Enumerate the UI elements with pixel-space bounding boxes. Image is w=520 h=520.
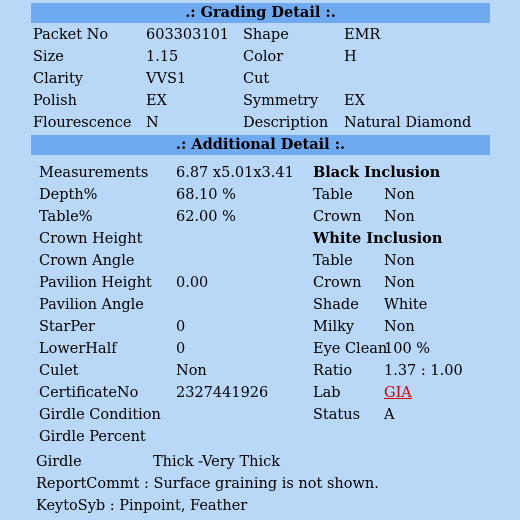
polish-value: EX [146,93,167,109]
culet-value: Non [176,363,207,379]
packet-no-value: 603303101 [146,27,230,43]
pavilion-height-value: 0.00 [176,275,209,291]
flourescence-label: Flourescence [33,115,132,131]
packet-no-label: Packet No [33,27,109,43]
shade-value: White [384,297,428,313]
symmetry-value: EX [344,93,365,109]
lab-label: Lab [313,385,341,401]
eye-clean-label: Eye Clean [313,341,388,357]
crown-angle-label: Crown Angle [39,253,135,269]
lowerhalf-value: 0 [176,341,186,357]
key-to-symbols: KeytoSyb : Pinpoint, Feather [36,498,248,514]
grading-detail-header: .: Grading Detail :. [31,3,490,23]
cut-label: Cut [243,71,270,87]
depth-value: 68.10 % [176,187,236,203]
clarity-label: Clarity [33,71,83,87]
girdle-label: Girdle [36,454,82,470]
girdle-percent-label: Girdle Percent [39,429,146,445]
table-pct-label: Table% [39,209,93,225]
status-label: Status [313,407,361,423]
flourescence-value: N [146,115,159,131]
shade-label: Shade [313,297,359,313]
polish-label: Polish [33,93,77,109]
status-value: A [384,407,395,423]
white-inclusion-heading: White Inclusion [313,230,443,247]
white-table-label: Table [313,253,353,269]
pavilion-height-label: Pavilion Height [39,275,152,291]
starper-label: StarPer [39,319,95,335]
symmetry-label: Symmetry [243,93,319,109]
description-label: Description [243,115,329,131]
size-value: 1.15 [146,49,179,65]
clarity-value: VVS1 [146,71,187,87]
eye-clean-value: 100 % [384,341,431,357]
ratio-label: Ratio [313,363,353,379]
lab-gia-link[interactable]: GIA [384,385,412,401]
starper-value: 0 [176,319,186,335]
color-value: H [344,49,357,65]
shape-value: EMR [344,27,381,43]
culet-label: Culet [39,363,79,379]
depth-label: Depth% [39,187,98,203]
milky-label: Milky [313,319,355,335]
measurements-label: Measurements [39,165,149,181]
black-crown-value: Non [384,209,415,225]
shape-label: Shape [243,27,289,43]
girdle-condition-label: Girdle Condition [39,407,161,423]
additional-detail-header: .: Additional Detail :. [31,135,490,155]
black-inclusion-heading: Black Inclusion [313,164,441,181]
black-crown-label: Crown [313,209,362,225]
table-pct-value: 62.00 % [176,209,236,225]
lowerhalf-label: LowerHalf [39,341,117,357]
certificate-no-label: CertificateNo [39,385,139,401]
report-comment: ReportCommt : Surface graining is not shown. [36,476,379,492]
description-value: Natural Diamond [344,115,472,131]
crown-height-label: Crown Height [39,231,143,247]
color-label: Color [243,49,284,65]
size-label: Size [33,49,64,65]
white-crown-value: Non [384,275,415,291]
milky-value: Non [384,319,415,335]
white-crown-label: Crown [313,275,362,291]
black-table-value: Non [384,187,415,203]
pavilion-angle-label: Pavilion Angle [39,297,144,313]
black-table-label: Table [313,187,353,203]
measurements-value: 6.87 x5.01x3.41 [176,165,294,181]
certificate-no-value: 2327441926 [176,385,269,401]
white-table-value: Non [384,253,415,269]
girdle-value: Thick -Very Thick [153,454,281,470]
ratio-value: 1.37 : 1.00 [384,363,463,379]
